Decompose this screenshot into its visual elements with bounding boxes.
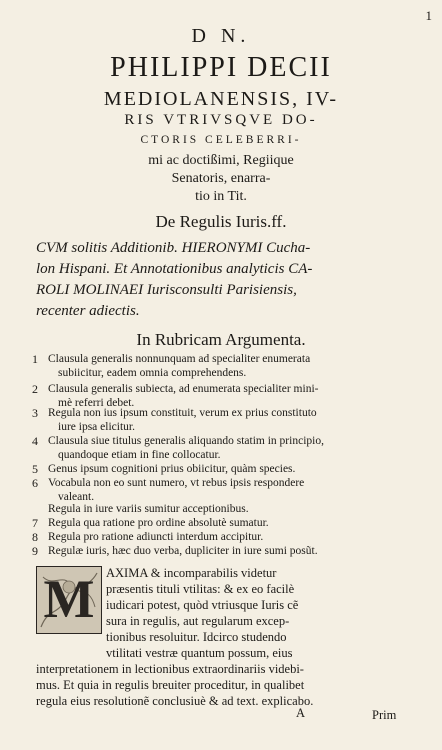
additions-line: CVM solitis Additionib. HIERONYMI Cucha- bbox=[36, 240, 311, 256]
argument-number: 7 bbox=[32, 516, 38, 530]
body-line: interpretationem in lectionibus extraordinariis videbi- bbox=[36, 662, 304, 676]
additions-line: recenter adiectis. bbox=[36, 303, 140, 319]
argument-text: Regula pro ratione adiuncti interdum accipitur. bbox=[48, 531, 264, 543]
title-dn: D N. bbox=[191, 25, 251, 47]
rubric-heading: In Rubricam Argumenta. bbox=[136, 330, 306, 349]
additions-line: lon Hispani. Et Annotationibus analyticis CA- bbox=[36, 261, 313, 277]
body-line: præsentis tituli vtilitas: & ex eo facilè bbox=[106, 582, 295, 596]
body-line: mus. Et quia in regulis breuiter proceditur, in qualibet bbox=[36, 678, 305, 692]
argument-text: subiicitur, eadem omnia comprehendens. bbox=[58, 367, 247, 379]
argument-text: Clausula generalis nonnunquam ad specialiter enumerata bbox=[48, 353, 311, 365]
title-line-5: mi ac doctißimi, Regiique bbox=[148, 153, 294, 168]
argument-number: 6 bbox=[32, 476, 38, 490]
argument-number: 3 bbox=[32, 406, 38, 420]
body-line: AXIMA & incomparabilis videtur bbox=[106, 566, 277, 580]
argument-text: quandoque etiam in fine collocatur. bbox=[58, 449, 221, 461]
page-number: 1 bbox=[425, 8, 432, 23]
argument-text: Regulæ iuris, hæc duo verba, dupliciter in iure sumi posũt. bbox=[48, 545, 318, 557]
argument-text: Regula non ius ipsum constituit, verum ex prius constituto bbox=[48, 407, 317, 419]
body-line: iudicari potest, quòd vtriusque Iuris cẽ bbox=[106, 598, 299, 612]
title-line-6: Senatoris, enarra- bbox=[171, 171, 271, 186]
signature-mark: A bbox=[296, 706, 306, 720]
argument-text: Regula qua ratione pro ordine absolutè sumatur. bbox=[48, 517, 269, 529]
argument-text: Clausula generalis subiecta, ad enumerata specialiter mini- bbox=[48, 383, 319, 395]
argument-number: 8 bbox=[32, 530, 38, 544]
initial-letter: M bbox=[43, 569, 95, 629]
title-line-4: CTORIS CELEBERRI- bbox=[140, 134, 302, 146]
title-name: PHILIPPI DECII bbox=[110, 52, 332, 83]
argument-number: 9 bbox=[32, 544, 38, 558]
additions-line: ROLI MOLINAEI Iurisconsulti Parisiensis, bbox=[36, 282, 297, 298]
argument-number: 1 bbox=[32, 352, 38, 366]
title-line-3: RIS VTRIVSQVE DO- bbox=[124, 112, 318, 128]
argument-text: Vocabula non eo sunt numero, vt rebus ipsis respondere bbox=[48, 477, 305, 489]
argument-number: 2 bbox=[32, 382, 38, 396]
body-line: regula eius resolutionẽ conclusiuè & ad text. explicabo. bbox=[36, 694, 314, 708]
argument-text: mè referri debet. bbox=[58, 397, 135, 409]
argument-text: Clausula siue titulus generalis aliquando statim in principio, bbox=[48, 435, 324, 447]
decorated-initial bbox=[36, 566, 102, 634]
title-line-7: tio in Tit. bbox=[195, 189, 247, 204]
argument-text: valeant. bbox=[58, 491, 95, 503]
body-line: vtilitati vestræ quantum possum, eius bbox=[106, 646, 293, 660]
argument-text: Genus ipsum cognitioni prius obiicitur, quàm species. bbox=[48, 463, 296, 475]
argument-text: iure ipsa elicitur. bbox=[58, 421, 135, 433]
catchword: Prim bbox=[372, 708, 397, 722]
argument-text: Regula in iure variis sumitur acceptionibus. bbox=[48, 503, 249, 515]
title-line-2: MEDIOLANENSIS, IV- bbox=[103, 88, 339, 110]
body-line: sura in regulis, aut regularum excep- bbox=[106, 614, 290, 628]
argument-number: 5 bbox=[32, 462, 38, 476]
section-title: De Regulis Iuris.ff. bbox=[155, 212, 287, 231]
argument-number: 4 bbox=[32, 434, 38, 448]
body-line: tionibus resoluitur. Idcirco studendo bbox=[106, 630, 287, 644]
